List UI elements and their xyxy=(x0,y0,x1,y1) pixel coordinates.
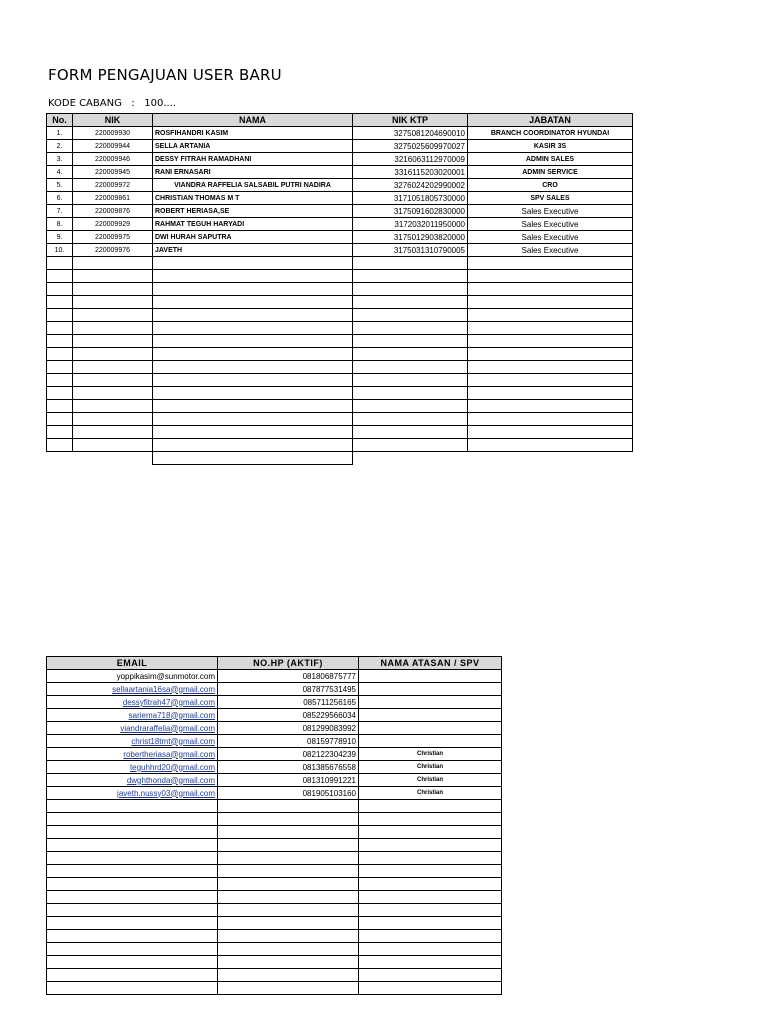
empty-cell xyxy=(353,413,468,426)
table-row xyxy=(47,205,633,218)
cell-nama: JAVETH xyxy=(153,244,353,257)
empty-cell xyxy=(353,257,468,270)
cell-atasan xyxy=(359,683,502,696)
empty-cell xyxy=(359,800,502,813)
cell-atasan xyxy=(359,670,502,683)
cell-nik-ktp: 3275025609970027 xyxy=(353,140,468,153)
empty-row xyxy=(47,348,633,361)
cell-nik: 220009945 xyxy=(73,166,153,179)
cell-email[interactable]: dwghthonda@gmail.com xyxy=(47,774,218,787)
empty-cell xyxy=(73,322,153,335)
table-row xyxy=(47,244,633,257)
empty-cell xyxy=(468,270,633,283)
cell-no-hp: 081905103160 xyxy=(218,787,359,800)
cell-nama: ROSFIHANDRI KASIM xyxy=(153,127,353,140)
table-row xyxy=(47,231,633,244)
empty-cell xyxy=(47,348,73,361)
cell-jabatan: Sales Executive xyxy=(468,244,633,257)
cell-atasan: Christian xyxy=(359,748,502,761)
empty-cell xyxy=(359,852,502,865)
cell-atasan: Christian xyxy=(359,787,502,800)
empty-row xyxy=(47,852,502,865)
empty-cell xyxy=(47,257,73,270)
empty-cell xyxy=(359,956,502,969)
empty-cell xyxy=(218,956,359,969)
cell-no: 7. xyxy=(47,205,73,218)
empty-cell xyxy=(468,426,633,439)
cell-nama: RANI ERNASARI xyxy=(153,166,353,179)
empty-cell xyxy=(153,439,353,452)
empty-cell xyxy=(73,257,153,270)
cell-no-hp: 081310991221 xyxy=(218,774,359,787)
empty-cell xyxy=(47,904,218,917)
empty-cell xyxy=(73,283,153,296)
empty-cell xyxy=(218,800,359,813)
cell-nik: 220009944 xyxy=(73,140,153,153)
empty-cell xyxy=(47,452,73,465)
empty-row xyxy=(47,296,633,309)
table-row xyxy=(47,722,502,735)
user-table xyxy=(46,113,633,465)
table-row xyxy=(47,179,633,192)
empty-cell xyxy=(153,270,353,283)
empty-cell xyxy=(468,374,633,387)
empty-cell xyxy=(153,335,353,348)
empty-row xyxy=(47,400,633,413)
empty-cell xyxy=(47,930,218,943)
empty-cell xyxy=(468,257,633,270)
empty-cell xyxy=(218,891,359,904)
header-nama-atasan: NAMA ATASAN / SPV xyxy=(359,657,502,670)
header-email: EMAIL xyxy=(47,657,218,670)
empty-cell xyxy=(47,826,218,839)
empty-cell xyxy=(359,943,502,956)
empty-cell xyxy=(47,813,218,826)
empty-row xyxy=(47,878,502,891)
empty-cell xyxy=(359,917,502,930)
empty-row xyxy=(47,800,502,813)
cell-jabatan: ADMIN SALES xyxy=(468,153,633,166)
form-title: FORM PENGAJUAN USER BARU xyxy=(48,66,282,84)
table-row xyxy=(47,192,633,205)
empty-cell xyxy=(218,969,359,982)
cell-nik: 220009975 xyxy=(73,231,153,244)
empty-cell xyxy=(353,439,468,452)
empty-cell xyxy=(153,348,353,361)
contact-table xyxy=(46,656,502,995)
table-row xyxy=(47,153,633,166)
cell-atasan xyxy=(359,735,502,748)
header-nik: NIK xyxy=(73,114,153,127)
cell-no: 9. xyxy=(47,231,73,244)
empty-cell xyxy=(47,917,218,930)
table-row xyxy=(47,761,502,774)
empty-row xyxy=(47,452,633,465)
table-row xyxy=(47,709,502,722)
empty-cell xyxy=(218,930,359,943)
contact-table-header xyxy=(47,657,502,670)
empty-cell xyxy=(218,917,359,930)
empty-cell xyxy=(468,283,633,296)
cell-email: yoppikasim@sunmotor.com xyxy=(47,670,218,683)
table-row xyxy=(47,670,502,683)
table-row xyxy=(47,140,633,153)
cell-nik-ktp: 3275081204690010 xyxy=(353,127,468,140)
empty-row xyxy=(47,309,633,322)
empty-cell xyxy=(47,865,218,878)
empty-cell xyxy=(47,839,218,852)
empty-cell xyxy=(47,400,73,413)
cell-nik: 220009972 xyxy=(73,179,153,192)
kode-cabang-label: KODE CABANG : 100.... xyxy=(48,98,177,109)
empty-row xyxy=(47,839,502,852)
table-row xyxy=(47,748,502,761)
cell-email[interactable]: dessyfitrah47@gmail.com xyxy=(47,696,218,709)
table-row xyxy=(47,696,502,709)
empty-cell xyxy=(468,439,633,452)
table-row xyxy=(47,218,633,231)
empty-cell xyxy=(153,257,353,270)
cell-nama: RAHMAT TEGUH HARYADI xyxy=(153,218,353,231)
header-jabatan: JABATAN xyxy=(468,114,633,127)
cell-nama: DESSY FITRAH RAMADHANI xyxy=(153,153,353,166)
empty-cell xyxy=(153,361,353,374)
empty-cell xyxy=(47,969,218,982)
table-row xyxy=(47,127,633,140)
cell-nik: 220009976 xyxy=(73,244,153,257)
cell-nik-ktp: 3175091602830000 xyxy=(353,205,468,218)
empty-cell xyxy=(359,839,502,852)
empty-cell xyxy=(73,296,153,309)
empty-cell xyxy=(468,348,633,361)
empty-cell xyxy=(153,309,353,322)
table-row xyxy=(47,774,502,787)
table-row xyxy=(47,787,502,800)
empty-cell xyxy=(359,891,502,904)
empty-cell xyxy=(218,904,359,917)
cell-nik: 220009929 xyxy=(73,218,153,231)
cell-atasan xyxy=(359,709,502,722)
empty-row xyxy=(47,413,633,426)
cell-no-hp: 081806875777 xyxy=(218,670,359,683)
empty-cell xyxy=(468,413,633,426)
cell-no: 8. xyxy=(47,218,73,231)
cell-no-hp: 082122304239 xyxy=(218,748,359,761)
empty-cell xyxy=(218,839,359,852)
empty-row xyxy=(47,917,502,930)
empty-cell xyxy=(47,374,73,387)
empty-cell xyxy=(47,852,218,865)
cell-jabatan: KASIR 3S xyxy=(468,140,633,153)
table-row xyxy=(47,683,502,696)
empty-row xyxy=(47,969,502,982)
empty-cell xyxy=(468,452,633,465)
empty-row xyxy=(47,374,633,387)
cell-no: 3. xyxy=(47,153,73,166)
empty-cell xyxy=(47,270,73,283)
empty-cell xyxy=(353,452,468,465)
empty-cell xyxy=(73,426,153,439)
empty-row xyxy=(47,891,502,904)
empty-cell xyxy=(153,374,353,387)
cell-nik: 220009876 xyxy=(73,205,153,218)
empty-row xyxy=(47,930,502,943)
empty-cell xyxy=(353,387,468,400)
empty-row xyxy=(47,813,502,826)
empty-row xyxy=(47,956,502,969)
empty-cell xyxy=(468,387,633,400)
empty-cell xyxy=(153,413,353,426)
cell-nama: ROBERT HERIASA,SE xyxy=(153,205,353,218)
empty-row xyxy=(47,257,633,270)
empty-cell xyxy=(73,439,153,452)
empty-cell xyxy=(73,270,153,283)
cell-atasan xyxy=(359,696,502,709)
empty-cell xyxy=(153,452,353,465)
cell-no: 1. xyxy=(47,127,73,140)
user-table-header xyxy=(47,114,633,127)
empty-cell xyxy=(359,969,502,982)
empty-row xyxy=(47,982,502,995)
empty-row xyxy=(47,943,502,956)
empty-cell xyxy=(47,878,218,891)
empty-row xyxy=(47,904,502,917)
cell-nik-ktp: 3172032011950000 xyxy=(353,218,468,231)
empty-cell xyxy=(353,400,468,413)
empty-cell xyxy=(73,413,153,426)
cell-email[interactable]: teguhhrd20@gmail.com xyxy=(47,761,218,774)
empty-cell xyxy=(353,296,468,309)
empty-cell xyxy=(47,891,218,904)
empty-cell xyxy=(468,309,633,322)
empty-cell xyxy=(153,426,353,439)
cell-email[interactable]: robertheriasa@gmail.com xyxy=(47,748,218,761)
header-no: No. xyxy=(47,114,73,127)
empty-cell xyxy=(468,400,633,413)
empty-cell xyxy=(353,283,468,296)
empty-cell xyxy=(73,309,153,322)
empty-cell xyxy=(153,387,353,400)
cell-nik-ktp: 3276024202990002 xyxy=(353,179,468,192)
empty-cell xyxy=(47,982,218,995)
empty-cell xyxy=(468,335,633,348)
cell-no: 4. xyxy=(47,166,73,179)
empty-cell xyxy=(47,413,73,426)
cell-no: 10. xyxy=(47,244,73,257)
empty-cell xyxy=(359,930,502,943)
empty-cell xyxy=(73,400,153,413)
cell-jabatan: ADMIN SERVICE xyxy=(468,166,633,179)
cell-atasan xyxy=(359,722,502,735)
cell-jabatan: Sales Executive xyxy=(468,218,633,231)
empty-cell xyxy=(47,956,218,969)
empty-row xyxy=(47,335,633,348)
cell-nik-ktp: 3171051805730000 xyxy=(353,192,468,205)
cell-email[interactable]: sariema718@gmail.com xyxy=(47,709,218,722)
empty-cell xyxy=(359,904,502,917)
empty-row xyxy=(47,322,633,335)
empty-cell xyxy=(353,348,468,361)
cell-jabatan: CRO xyxy=(468,179,633,192)
cell-email[interactable]: christ18tmt@gmail.com xyxy=(47,735,218,748)
empty-cell xyxy=(153,322,353,335)
cell-no-hp: 085711256165 xyxy=(218,696,359,709)
cell-email[interactable]: javeth.nussy03@gmail.com xyxy=(47,787,218,800)
empty-cell xyxy=(73,387,153,400)
empty-row xyxy=(47,426,633,439)
header-nik-ktp: NIK KTP xyxy=(353,114,468,127)
cell-email[interactable]: viandraraffelia@gmail.com xyxy=(47,722,218,735)
cell-nik-ktp: 3316115203020001 xyxy=(353,166,468,179)
header-nama: NAMA xyxy=(153,114,353,127)
empty-row xyxy=(47,387,633,400)
cell-nik: 220009930 xyxy=(73,127,153,140)
empty-cell xyxy=(153,400,353,413)
cell-nik-ktp: 3175012903820000 xyxy=(353,231,468,244)
cell-nama: CHRISTIAN THOMAS M T xyxy=(153,192,353,205)
empty-cell xyxy=(73,374,153,387)
empty-cell xyxy=(353,374,468,387)
cell-nik-ktp: 3175031310790005 xyxy=(353,244,468,257)
cell-no: 2. xyxy=(47,140,73,153)
cell-no-hp: 081385676558 xyxy=(218,761,359,774)
empty-cell xyxy=(468,361,633,374)
cell-atasan: Christian xyxy=(359,774,502,787)
cell-no: 5. xyxy=(47,179,73,192)
cell-atasan: Christian xyxy=(359,761,502,774)
cell-no-hp: 085229566034 xyxy=(218,709,359,722)
empty-cell xyxy=(73,348,153,361)
cell-jabatan: Sales Executive xyxy=(468,205,633,218)
empty-cell xyxy=(47,283,73,296)
empty-cell xyxy=(47,335,73,348)
empty-cell xyxy=(359,813,502,826)
empty-cell xyxy=(218,813,359,826)
empty-cell xyxy=(218,826,359,839)
empty-cell xyxy=(468,296,633,309)
table-row xyxy=(47,166,633,179)
empty-cell xyxy=(47,309,73,322)
empty-row xyxy=(47,865,502,878)
cell-nama: DWI HURAH SAPUTRA xyxy=(153,231,353,244)
cell-no-hp: 081299083992 xyxy=(218,722,359,735)
cell-nama: SELLA ARTANIA xyxy=(153,140,353,153)
empty-cell xyxy=(218,865,359,878)
cell-no: 6. xyxy=(47,192,73,205)
cell-jabatan: SPV SALES xyxy=(468,192,633,205)
cell-jabatan: Sales Executive xyxy=(468,231,633,244)
empty-cell xyxy=(218,982,359,995)
empty-cell xyxy=(353,426,468,439)
empty-cell xyxy=(353,361,468,374)
empty-cell xyxy=(218,852,359,865)
header-no-hp: NO.HP (AKTIF) xyxy=(218,657,359,670)
empty-row xyxy=(47,283,633,296)
empty-cell xyxy=(153,283,353,296)
empty-cell xyxy=(218,878,359,891)
empty-cell xyxy=(47,296,73,309)
cell-nik-ktp: 3216063112970009 xyxy=(353,153,468,166)
cell-email[interactable]: sellaartania16sa@gmail.com xyxy=(47,683,218,696)
cell-nik: 220009946 xyxy=(73,153,153,166)
empty-cell xyxy=(359,826,502,839)
cell-nik: 220009861 xyxy=(73,192,153,205)
empty-cell xyxy=(47,943,218,956)
empty-cell xyxy=(73,361,153,374)
empty-cell xyxy=(359,878,502,891)
empty-row xyxy=(47,826,502,839)
empty-cell xyxy=(153,296,353,309)
cell-no-hp: 087877531495 xyxy=(218,683,359,696)
cell-nama: VIANDRA RAFFELIA SALSABIL PUTRI NADIRA xyxy=(153,179,353,192)
empty-cell xyxy=(353,322,468,335)
empty-cell xyxy=(47,322,73,335)
empty-cell xyxy=(47,800,218,813)
empty-cell xyxy=(73,335,153,348)
cell-jabatan: BRANCH COORDINATOR HYUNDAI xyxy=(468,127,633,140)
table-row xyxy=(47,735,502,748)
empty-cell xyxy=(353,335,468,348)
empty-cell xyxy=(73,452,153,465)
empty-cell xyxy=(359,865,502,878)
empty-cell xyxy=(468,322,633,335)
empty-cell xyxy=(47,361,73,374)
empty-cell xyxy=(218,943,359,956)
empty-cell xyxy=(359,982,502,995)
empty-row xyxy=(47,270,633,283)
empty-row xyxy=(47,361,633,374)
empty-cell xyxy=(47,439,73,452)
empty-cell xyxy=(47,426,73,439)
empty-row xyxy=(47,439,633,452)
empty-cell xyxy=(353,270,468,283)
empty-cell xyxy=(353,309,468,322)
empty-cell xyxy=(47,387,73,400)
cell-no-hp: 08159778910 xyxy=(218,735,359,748)
